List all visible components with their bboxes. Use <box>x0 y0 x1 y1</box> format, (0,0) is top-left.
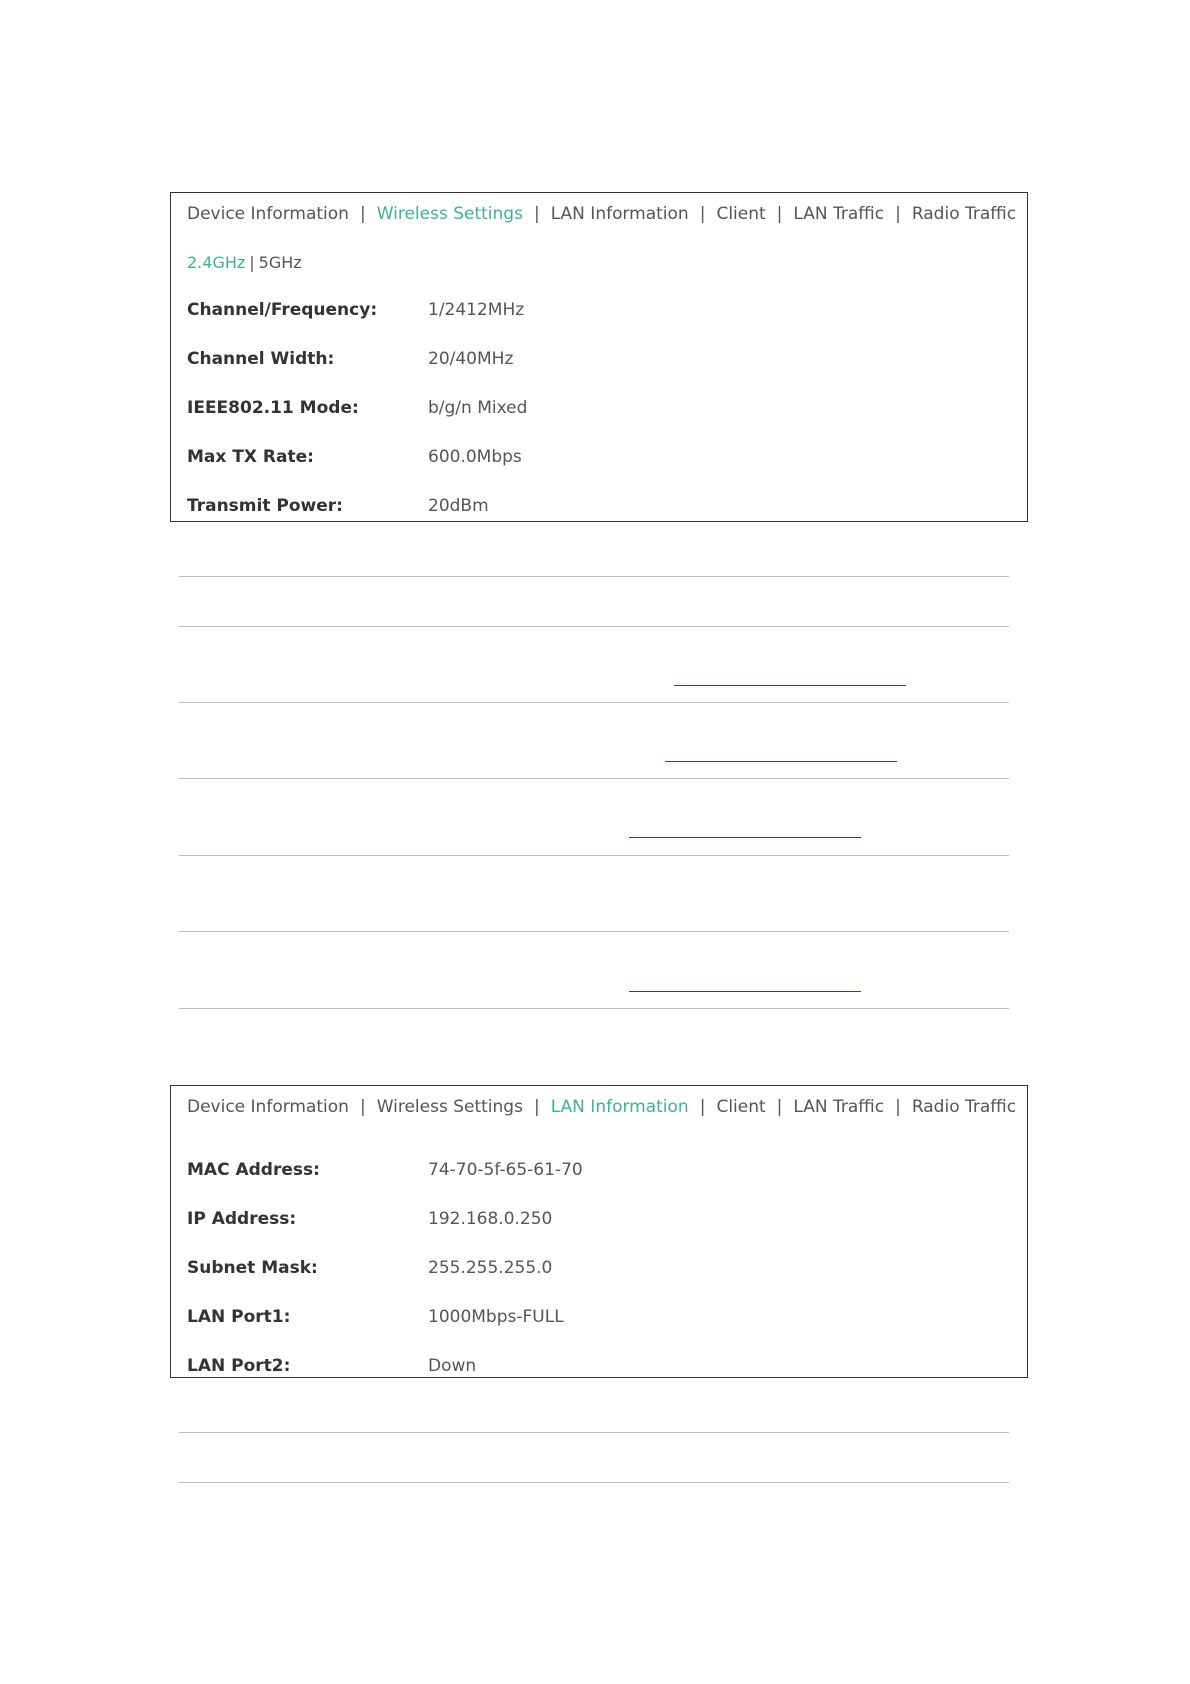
wireless-panel-tab-bar <box>187 202 1016 226</box>
subnet-mask-label: Subnet Mask: <box>187 1258 318 1278</box>
ip-address-label: IP Address: <box>187 1209 297 1229</box>
tab-separator: | <box>699 1097 706 1117</box>
tab-separator: | <box>776 1097 783 1117</box>
tab-radio-traffic[interactable]: Radio Traffic <box>911 1097 1017 1117</box>
tab-separator: | <box>699 204 706 224</box>
lan-port1-value: 1000Mbps-FULL <box>428 1307 564 1327</box>
tab-separator: | <box>359 1097 366 1117</box>
band-separator: | <box>249 253 255 272</box>
tab-lan-information[interactable]: LAN Information <box>550 204 689 224</box>
divider-line <box>179 855 1009 856</box>
lan-port2-value: Down <box>428 1356 477 1376</box>
tab-separator: | <box>895 204 901 224</box>
tab-client[interactable]: Client <box>716 1097 766 1117</box>
divider-line <box>179 626 1009 627</box>
transmit-power-value: 20dBm <box>428 496 489 516</box>
ieee-mode-label: IEEE802.11 Mode: <box>187 398 359 418</box>
tab-separator: | <box>776 204 783 224</box>
tab-lan-traffic[interactable]: LAN Traffic <box>793 1097 885 1117</box>
tab-wireless-settings[interactable]: Wireless Settings <box>376 1097 523 1117</box>
band-5ghz-link[interactable]: 5GHz <box>258 253 302 272</box>
tab-client[interactable]: Client <box>716 204 766 224</box>
link-underline[interactable] <box>665 761 897 762</box>
link-underline[interactable] <box>629 837 861 838</box>
tab-separator: | <box>895 1097 901 1117</box>
divider-line <box>179 702 1009 703</box>
transmit-power-label: Transmit Power: <box>187 496 343 516</box>
band-selector <box>187 251 302 275</box>
mac-address-value: 74-70-5f-65-61-70 <box>428 1160 583 1180</box>
tab-lan-traffic[interactable]: LAN Traffic <box>793 204 885 224</box>
tab-separator: | <box>533 1097 540 1117</box>
mac-address-label: MAC Address: <box>187 1160 320 1180</box>
link-underline[interactable] <box>674 685 906 686</box>
tab-separator: | <box>533 204 540 224</box>
channel-width-value: 20/40MHz <box>428 349 514 369</box>
ip-address-value: 192.168.0.250 <box>428 1209 553 1229</box>
divider-line <box>179 1482 1009 1483</box>
channel-frequency-label: Channel/Frequency: <box>187 300 378 320</box>
divider-line <box>179 576 1009 577</box>
tab-wireless-settings[interactable]: Wireless Settings <box>376 204 523 224</box>
tab-device-information[interactable]: Device Information <box>187 1097 349 1117</box>
wireless-settings-panel <box>170 192 1028 522</box>
lan-port2-label: LAN Port2: <box>187 1356 291 1376</box>
ieee-mode-value: b/g/n Mixed <box>428 398 528 418</box>
max-tx-rate-label: Max TX Rate: <box>187 447 314 467</box>
tab-lan-information[interactable]: LAN Information <box>550 1097 689 1117</box>
divider-line <box>179 931 1009 932</box>
lan-information-panel <box>170 1085 1028 1378</box>
lan-port1-label: LAN Port1: <box>187 1307 291 1327</box>
tab-radio-traffic[interactable]: Radio Traffic <box>911 204 1017 224</box>
band-2-4ghz-link[interactable]: 2.4GHz <box>187 253 246 272</box>
divider-line <box>179 1008 1009 1009</box>
subnet-mask-value: 255.255.255.0 <box>428 1258 553 1278</box>
max-tx-rate-value: 600.0Mbps <box>428 447 522 467</box>
divider-line <box>179 778 1009 779</box>
link-underline[interactable] <box>629 991 861 992</box>
divider-line <box>179 1432 1009 1433</box>
lan-panel-tab-bar <box>187 1095 1016 1119</box>
channel-width-label: Channel Width: <box>187 349 335 369</box>
channel-frequency-value: 1/2412MHz <box>428 300 525 320</box>
tab-separator: | <box>359 204 366 224</box>
tab-device-information[interactable]: Device Information <box>187 204 349 224</box>
